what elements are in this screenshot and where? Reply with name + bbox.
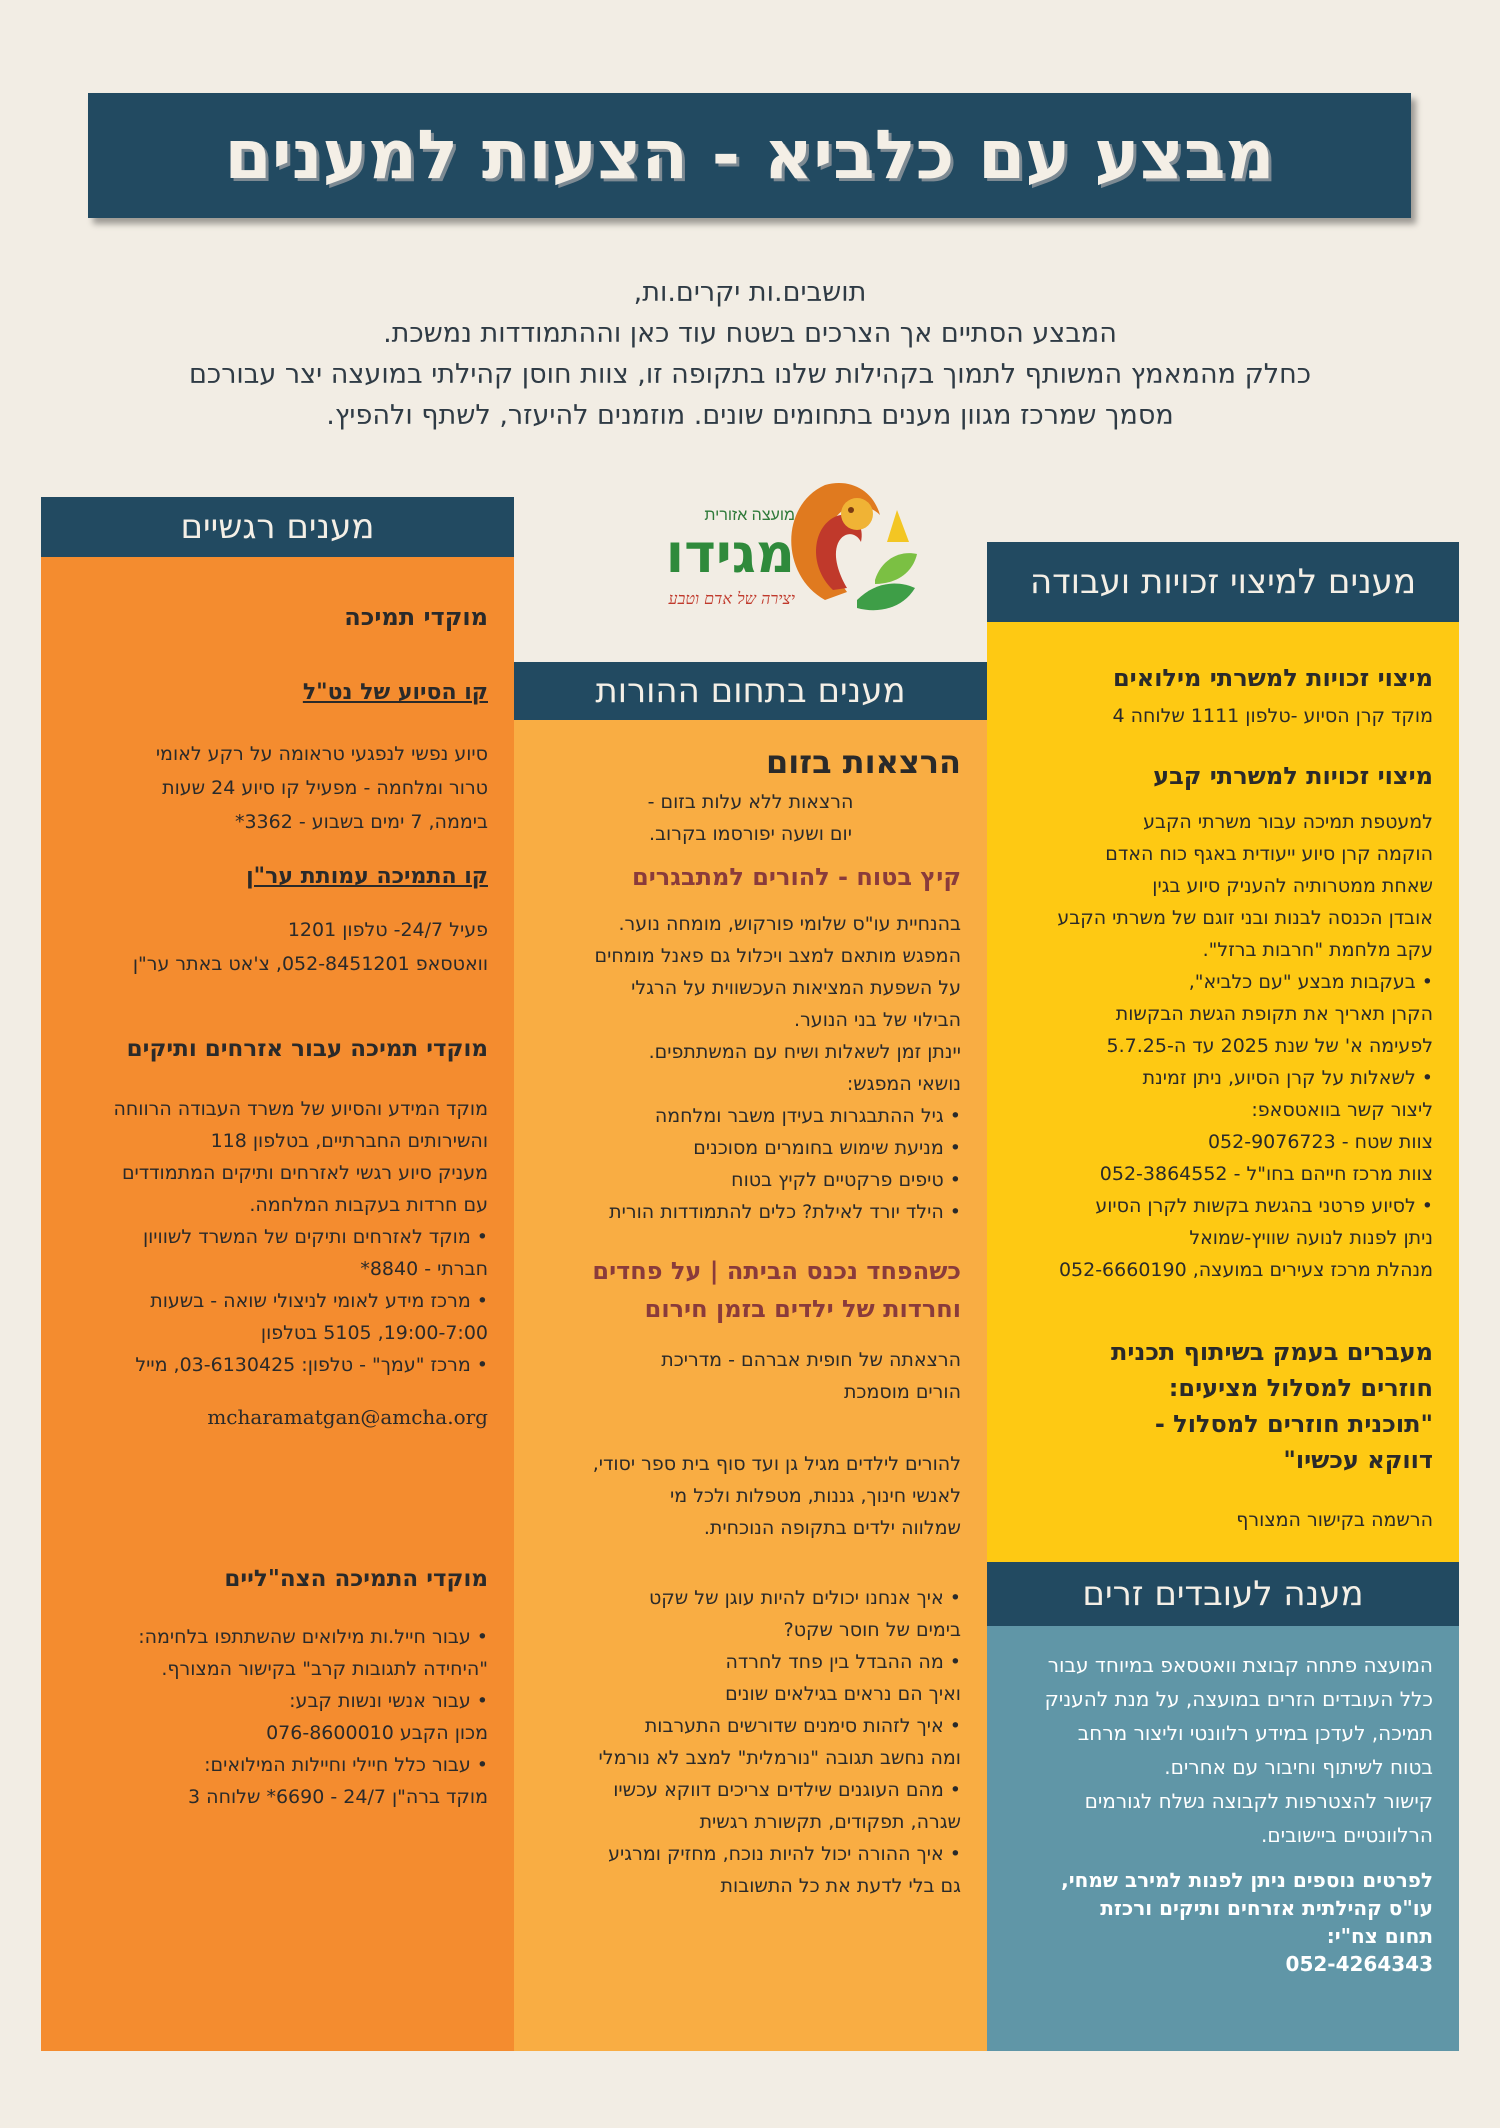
rights-column [987, 542, 1459, 1562]
career-rights-title: מיצוי זכויות למשרתי קבע [1153, 762, 1433, 790]
list-item: • עבור חייל.ות מילואים שהשתתפו בלחימה: "היחידה לתגובות קרב" בקישור המצורף. [67, 1621, 488, 1685]
list-item: • טיפים פרקטיים לקיץ בטוח [540, 1164, 961, 1196]
idf-support-title: מוקדי התמיכה הצה"ליים [224, 1566, 488, 1592]
list-item: • מרכז מידע לאומי לניצולי שואה - בשעות 19:00-7:00, 5105 בטלפון [67, 1285, 488, 1349]
transitions-title: מעברים בעמק בשיתוף תכנית חוזרים למסלול מציעים: "תוכנית חוזרים למסלול - דווקא עכשיו" [1111, 1338, 1433, 1474]
list-item: • מניעת שימוש בחומרים מסוכנים [540, 1132, 961, 1164]
foreign-workers-header: מענה לעובדים זרים [987, 1562, 1459, 1626]
intro-line: כחלק מהמאמץ המשותף לתמוך בקהילות שלנו בתקופה זו, צוות חוסן קהילתי במועצה יצר עבורכם [189, 359, 1311, 390]
foreign-workers-contact: לפרטים נוספים ניתן לפנות למירב שמחי, עו"ס קהילתית אזרחים ותיקים ורכזת תחום צח"י: 052-4264343 [1061, 1868, 1433, 1976]
page-title: מבצע עם כלביא - הצעות למענים [224, 116, 1275, 195]
logo-name: מגידו [665, 522, 795, 585]
lecture2-topics [540, 1582, 961, 1902]
lecture2-title: כשהפחד נכנס הביתה | על פחדים וחרדות של ילדים בזמן חירום [592, 1257, 961, 1323]
transitions-registration[interactable]: הרשמה בקישור המצורף [1236, 1509, 1433, 1531]
idf-support-list [67, 1621, 488, 1813]
list-item: • לסיוע פרטני בהגשת בקשות לקרן הסיוע ניתן לפנות לנועה שוויץ-שמואל מנהלת מרכז צעירים במועצה, 052-6660190 [1013, 1190, 1433, 1286]
support-centers-title: מוקדי תמיכה [344, 603, 488, 631]
amcha-email-link[interactable]: mcharamatgan@amcha.org [207, 1405, 488, 1429]
seniors-text: מוקד המידע והסיוע של משרד העבודה הרווחה והשירותים החברתיים, בטלפון 118 מעניק סיוע רגשי לאזרחים ותיקים המתמודדים עם חרדות בעקבות המלחמה. [113, 1098, 488, 1216]
lecture1-text: בהנחיית עו"ס שלומי פורקוש, מומחה נוער. המפגש מותאם למצב ויכלול גם פאנל מומחים על השפעת המציאות העכשווית על הרגלי הבילוי של בני הנוער. יינתן זמן לשאלות ושיח עם המשתתפים. נושאי המפגש: [594, 913, 961, 1095]
lecture2-audience: להורים לילדים מגיל גן ועד סוף בית ספר יסודי, לאנשי חינוך, גננות, מטפלות ולכל מי שמלווה ילדים בתקופה הנוכחית. [592, 1453, 961, 1539]
lecture2-lecturer: הרצאתה של חופית אברהם - מדריכת הורים מוסמכת [661, 1349, 961, 1403]
rights-column-header: מענים למיצוי זכויות ועבודה [987, 542, 1459, 622]
lecture1-topics [540, 1100, 961, 1228]
seniors-list [67, 1221, 488, 1381]
list-item: • איך לזהות סימנים שדורשים התערבות ומה נחשב תגובה "נורמלית" למצב לא נורמלי [540, 1710, 961, 1774]
eran-text: פעיל 24/7- טלפון 1201 וואטסאפ 052-8451201, צ'אט באתר ער"ן [132, 919, 488, 975]
intro-greeting: תושבים.ות יקרים.ות, [633, 277, 867, 308]
reserve-rights-text: מוקד קרן הסיוע -טלפון 1111 שלוחה 4 [1112, 705, 1433, 727]
list-item: • בעקבות מבצע "עם כלביא", הקרן תאריך את תקופת הגשת הבקשות לפעימה א' של שנת 2025 עד ה-5.7.25 [1013, 966, 1433, 1062]
career-rights-text: למעטפת תמיכה עבור משרתי הקבע הוקמה קרן סיוע ייעודית באגף כוח האדם שאחת ממטרותיה להעניק סיוע בגין אובדן הכנסה לבנות ובני זוגם של משרתי הקבע עקב מלחמת "חרבות ברזל". [1057, 811, 1433, 961]
list-item: • מרכז "עמך" - טלפון: 03-6130425, מייל [67, 1349, 488, 1381]
eran-title: קו התמיכה עמותת ער"ן [246, 864, 488, 889]
intro-line: מסמך שמרכז מגוון מענים בתחומים שונים. מוזמנים להיעזר, לשתף ולהפיץ. [326, 400, 1174, 431]
logo-small-text: מועצה אזורית [704, 507, 795, 524]
natal-text: סיוע נפשי לנפגעי טראומה על רקע לאומי טרור ומלחמה - מפעיל קו סיוע 24 שעות ביממה, 7 ימים בשבוע - 3362* [155, 743, 488, 833]
list-item: • לשאלות על קרן הסיוע, ניתן זמינת ליצור קשר בוואטסאפ: צוות שטח - 052-9076723 צוות מרכז חייהם בחו"ל - 052-3864552 [1013, 1062, 1433, 1190]
parenting-column-header: מענים בתחום ההורות [514, 662, 987, 720]
foreign-workers-text: המועצה פתחה קבוצת וואטסאפ במיוחד עבור כלל העובדים הזרים במועצה, על מנת להעניק תמיכה, לעדכן במידע רלוונטי וליצור מרחב בטוח לשיתוף וחיבור עם אחרים. קישור להצטרפות לקבוצה נשלח לגורמים הרלוונטיים ביישובים. [1044, 1653, 1433, 1847]
megiddo-logo [575, 480, 920, 625]
foreign-workers-column [987, 1562, 1459, 2051]
seniors-title: מוקדי תמיכה עבור אזרחים ותיקים [126, 1036, 488, 1062]
list-item: • איך אנחנו יכולים להיות עוגן של שקט בימים של חוסר שקט? [540, 1582, 961, 1646]
natal-title: קו הסיוע של נט"ל [302, 680, 488, 705]
zoom-lectures-title: הרצאות בזום [765, 743, 961, 781]
lecture1-title: קיץ בטוח - להורים למתבגרים [632, 863, 961, 891]
list-item: • מוקד לאזרחים ותיקים של המשרד לשוויון חברתי - 8840* [67, 1221, 488, 1285]
list-item: • גיל ההתבגרות בעידן משבר ומלחמה [540, 1100, 961, 1132]
emotional-column-header: מענים רגשיים [41, 497, 514, 557]
lion-emblem-icon [791, 483, 917, 610]
list-item: • עבור כלל חיילי וחיילות המילואים: מוקד ברה"ן 24/7 - 6690* שלוחה 3 [67, 1749, 488, 1813]
parenting-column [514, 662, 987, 2051]
list-item: • עבור אנשי ונשות קבע: מכון הקבע 076-8600010 [67, 1685, 488, 1749]
list-item: • הילד יורד לאילת? כלים להתמודדות הורית [540, 1196, 961, 1228]
emotional-support-column [41, 497, 514, 2051]
logo-tagline: יצירה של אדם וטבע [668, 589, 795, 608]
intro-line: המבצע הסתיים אך הצרכים בשטח עוד כאן וההתמודדות נמשכת. [383, 318, 1117, 349]
list-item: • מהם העוגנים שילדים צריכים דווקא עכשיו שגרה, תפקודים, תקשורת רגשית [540, 1774, 961, 1838]
title-banner [88, 93, 1411, 218]
list-item: • מה ההבדל בין פחד לחרדה ואיך הם נראים בגילאים שונים [540, 1646, 961, 1710]
zoom-lectures-text: הרצאות ללא עלות בזום - יום ושעה יפורסמו בקרוב. [647, 791, 854, 845]
intro-text [100, 272, 1400, 436]
reserve-rights-title: מיצוי זכויות למשרתי מילואים [1112, 664, 1433, 692]
list-item: • איך ההורה יכול להיות נוכח, מחזיק ומרגיע גם בלי לדעת את כל התשובות [540, 1838, 961, 1902]
career-rights-list [1013, 966, 1433, 1286]
